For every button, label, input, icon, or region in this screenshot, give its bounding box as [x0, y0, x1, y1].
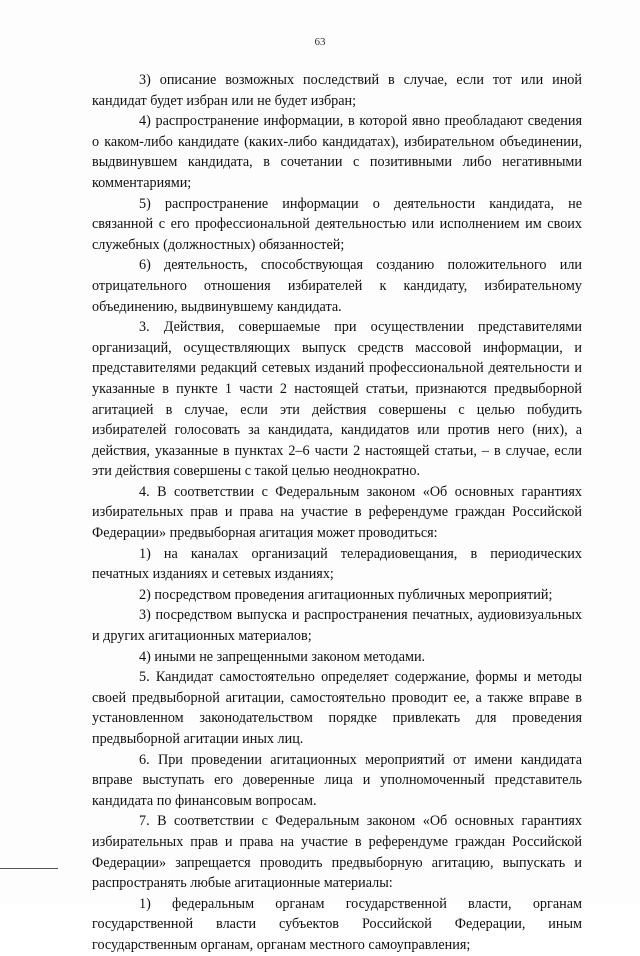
- paragraph-item-3: 3) описание возможных последствий в случае, если тот или иной кандидат будет избран или не будет избран;: [92, 72, 582, 109]
- page-number: 63: [314, 36, 326, 48]
- paragraph-part-4-item-4: 4) иными не запрещенными законом методами.: [139, 648, 426, 665]
- paragraph-item-6: 6) деятельность, способствующая созданию положительного или отрицательного отношения избирателей к кандидату, избирательному объединению, выдвинувшему кандидата.: [92, 257, 582, 315]
- document-body: [92, 70, 582, 956]
- footer-rule: [0, 868, 58, 869]
- paragraph-part-7: 7. В соответствии с Федеральным законом «Об основных гарантиях избирательных прав и права на участие в референдуме граждан Российской Федерации» запрещается проводить предвыборную агитацию, выпускать и распространять любые агитационные материалы:: [92, 813, 582, 892]
- paragraph-part-4: 4. В соответствии с Федеральным законом «Об основных гарантиях избирательных прав и права на участие в референдуме граждан Российской Федерации» предвыборная агитация может проводиться:: [92, 483, 582, 542]
- paragraph-part-6: 6. При проведении агитационных мероприятий от имени кандидата вправе выступать его доверенные лица и уполномоченный представитель кандидата по финансовым вопросам.: [92, 751, 582, 809]
- paragraph-part-4-item-1: 1) на каналах организаций телерадиовещания, в периодических печатных изданиях и сетевых изданиях;: [92, 545, 582, 583]
- paragraph-item-4: 4) распространение информации, в которой явно преобладают сведения о каком-либо кандидате (каких-либо кандидатах), избирательном объединении, выдвинувшем кандидата, в сочетании с позитивными либо негативными комментариями;: [92, 113, 582, 191]
- paragraph-part-4-item-3: 3) посредством выпуска и распространения печатных, аудиовизуальных и других агитационных материалов;: [92, 607, 582, 645]
- paragraph-part-4-item-2: 2) посредством проведения агитационных публичных мероприятий;: [139, 586, 553, 603]
- paragraph-item-5: 5) распространение информации о деятельности кандидата, не связанной с его профессиональной деятельностью или исполнением им своих служебных (должностных) обязанностей;: [92, 195, 582, 253]
- paragraph-part-3: 3. Действия, совершаемые при осуществлении представителями организаций, осуществляющих выпуск средств массовой информации, и представителями редакций сетевых изданий профессиональной деятельности и указанные в пункте 1 части 2 настоящей статьи, признаются предвыборной агитацией в случае, если эти действия совершены с целью побудить избирателей голосовать за кандидата, кандидатов или против него (них), а действия, указанные в пунктах 2–6 части 2 настоящей статьи, – в случае, если эти действия совершены с такой целью неоднократно.: [92, 319, 582, 480]
- paragraph-part-7-item-1: 1) федеральным органам государственной власти, органам государственной власти субъектов Российской Федерации, иным государственным органам, органам местного самоуправления;: [92, 895, 582, 953]
- paragraph-part-5: 5. Кандидат самостоятельно определяет содержание, формы и методы своей предвыборной агитации, самостоятельно проводит ее, а также вправе в установленном законодательством порядке привлекать для проведения предвыборной агитации иных лиц.: [92, 669, 582, 747]
